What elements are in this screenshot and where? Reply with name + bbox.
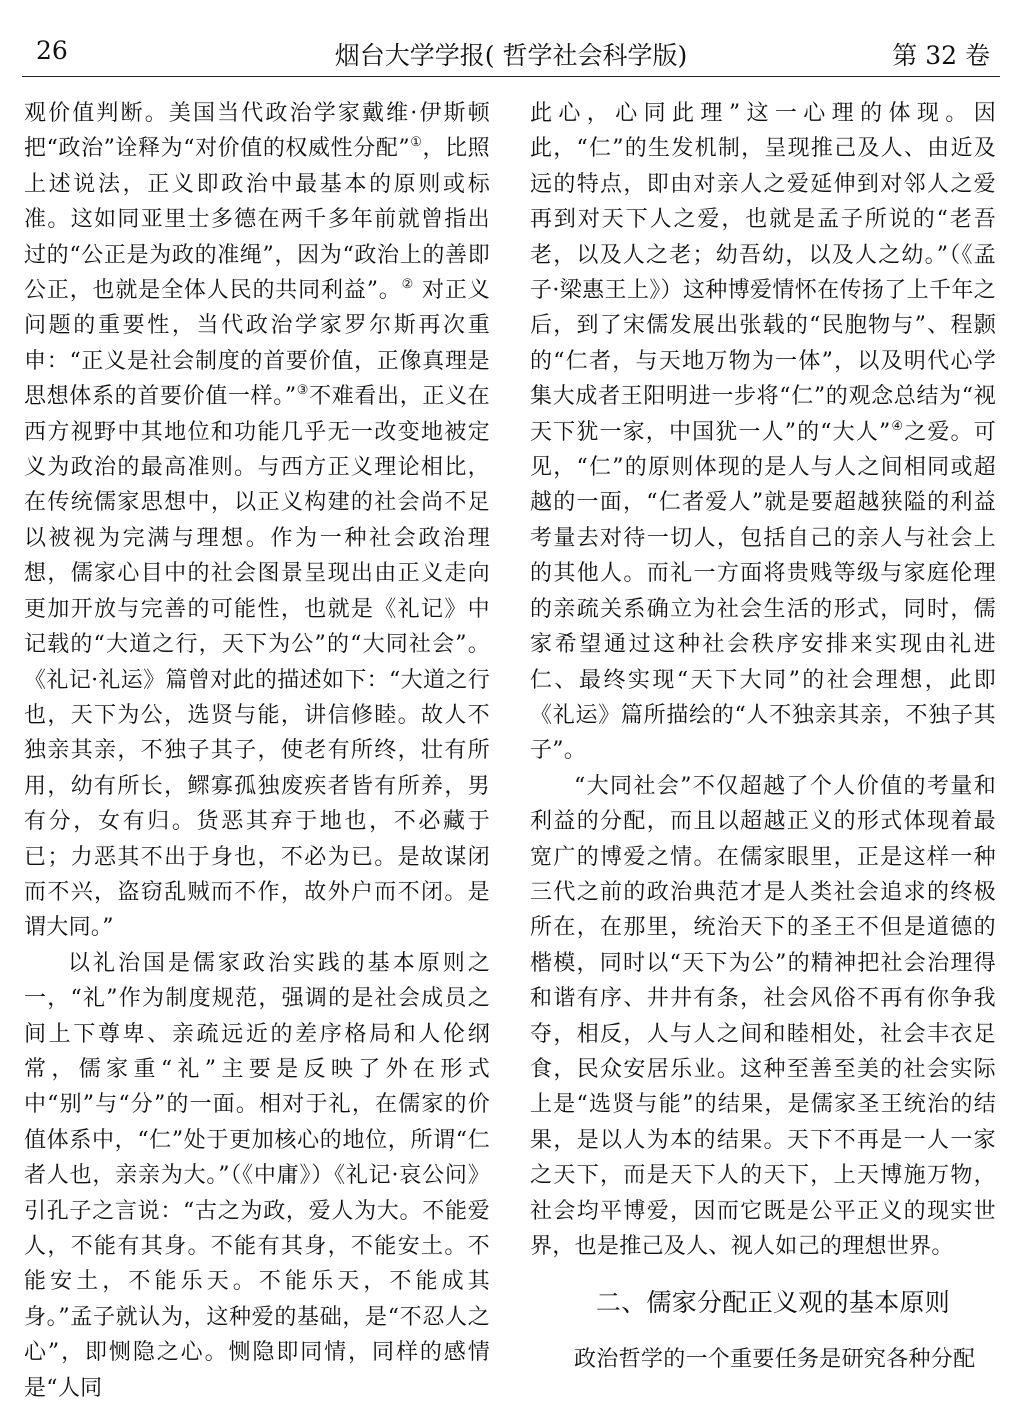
volume-label: 第 32 卷 xyxy=(892,41,990,70)
footnote-marker: ③ xyxy=(296,383,310,399)
page-number: 26 xyxy=(36,36,68,65)
footnote-marker: ② xyxy=(401,277,415,293)
journal-title: 烟台大学学报( 哲学社会科学版) xyxy=(334,41,688,70)
footnote-marker: ① xyxy=(409,135,423,151)
paragraph: 政治哲学的一个重要任务是研究各种分配 xyxy=(574,1347,976,1373)
paragraph: “大同社会”不仅超越了个人价值的考量和利益的分配，而且以超越正义的形式体现着最宽广的博爱之情。在儒家眼里，正是这样一种三代之前的政治典范才是人类社会追求的终极所在，在那里，统治天下的圣王不但是道德的楷模，同时以“天下为公”的精神把社会治理得和谐有序、井井有条，社会风俗不再有你争我夺，相反，人与人之间和睦相处，社会丰衣足食，民众安居乐业。这种至善至美的社会实际上是“选贤与能”的结果，是儒家圣王统治的结果，是以人为本的结果。天下不再是一人一家之天下，而是天下人的天下，上天博施万物，社会均平博爱，因而它既是公平正义的现实世界，也是推己及人、视人如己的理想世界。 xyxy=(530,773,996,1259)
paragraph: 观价值判断。美国当代政治学家戴维·伊斯顿把“政治”诠释为“对价值的权威性分配”①，比照上述说法，正义即政治中最基本的原则或标准。这如同亚里士多德在两千多年前就曾指出过的“公正是为政的准绳”，因为“政治上的善即公正，也就是全体人民的共同利益”。② 对正义问题的重要性，当代政治学家罗尔斯再次重申：“正义是社会制度的首要价值，正像真理是思想体系的首要价值一样。”③不难看出，正义在西方视野中其地位和功能几乎无一改变地被定义为政治的最高准则。与西方正义理论相比，在传统儒家思想中，以正义构建的社会尚不足以被视为完满与理想。作为一种社会政治理想，儒家心目中的社会图景呈现出由正义走向更加开放与完善的可能性，也就是《礼记》中记载的“大道之行，天下为公”的“大同社会”。《礼记·礼运》篇曾对此的描述如下：“大道之行也，天下为公，选贤与能，讲信修睦。故人不独亲其亲，不独子其子，使老有所终，壮有所用，幼有所长，鳏寡孤独废疾者皆有所养，男有分，女有归。货恶其弃于地也，不必藏于已；力恶其不出于身也，不必为已。是故谋闭而不兴，盗窃乱贼而不作，故外户而不闭。是谓大同。” xyxy=(24,101,490,941)
running-header xyxy=(22,30,1000,77)
paragraph: 以礼治国是儒家政治实践的基本原则之一，“礼”作为制度规范，强调的是社会成员之间上下尊卑、亲疏远近的差序格局和人伦纲常，儒家重“礼”主要是反映了外在形式中“别”与“分”的一面。相对于礼，在儒家的价值体系中，“仁”处于更加核心的地位，所谓“仁者人也，亲亲为大。”（《中庸》）《礼记·哀公问》引孔子之言说：“古之为政，爱人为大。不能爱人，不能有其身。不能有其身，不能安土。不能安土，不能乐天。不能乐天，不能成其身。”孟子就认为，这种爱的基础，是“不忍人之心”，即恻隐之心。恻隐即同情，同样的感情是“人同 xyxy=(24,950,490,1401)
right-column xyxy=(530,96,996,1378)
paragraph: 此心，心同此理”这一心理的体现。因此，“仁”的生发机制，呈现推己及人、由近及远的特点，即由对亲人之爱延伸到对邻人之爱再到对天下人之爱，也就是孟子所说的“老吾老，以及人之老；幼吾幼，以及人之幼。”（《孟子·梁惠王上》）这种博爱情怀在传扬了上千年之后，到了宋儒发展出张载的“民胞物与”、程颢的“仁者，与天地万物为一体”，以及明代心学集大成者王阳明进一步将“仁”的观念总结为“视天下犹一家，中国犹一人”的“大人”④之爱。可见，“仁”的原则体现的是人与人之间相同或超越的一面，“仁者爱人”就是要超越狭隘的利益考量去对待一切人，包括自己的亲人与社会上的其他人。而礼一方面将贵贱等级与家庭伦理的亲疏关系确立为社会生活的形式，同时，儒家希望通过这种社会秩序安排来实现由礼进仁、最终实现“天下大同”的社会理想，此即《礼运》篇所描绘的“人不独亲其亲，不独子其子”。 xyxy=(530,101,996,764)
section-heading: 二、儒家分配正义观的基本原则 xyxy=(595,1288,951,1318)
footnote-marker: ④ xyxy=(890,418,905,434)
left-column xyxy=(24,96,490,1406)
